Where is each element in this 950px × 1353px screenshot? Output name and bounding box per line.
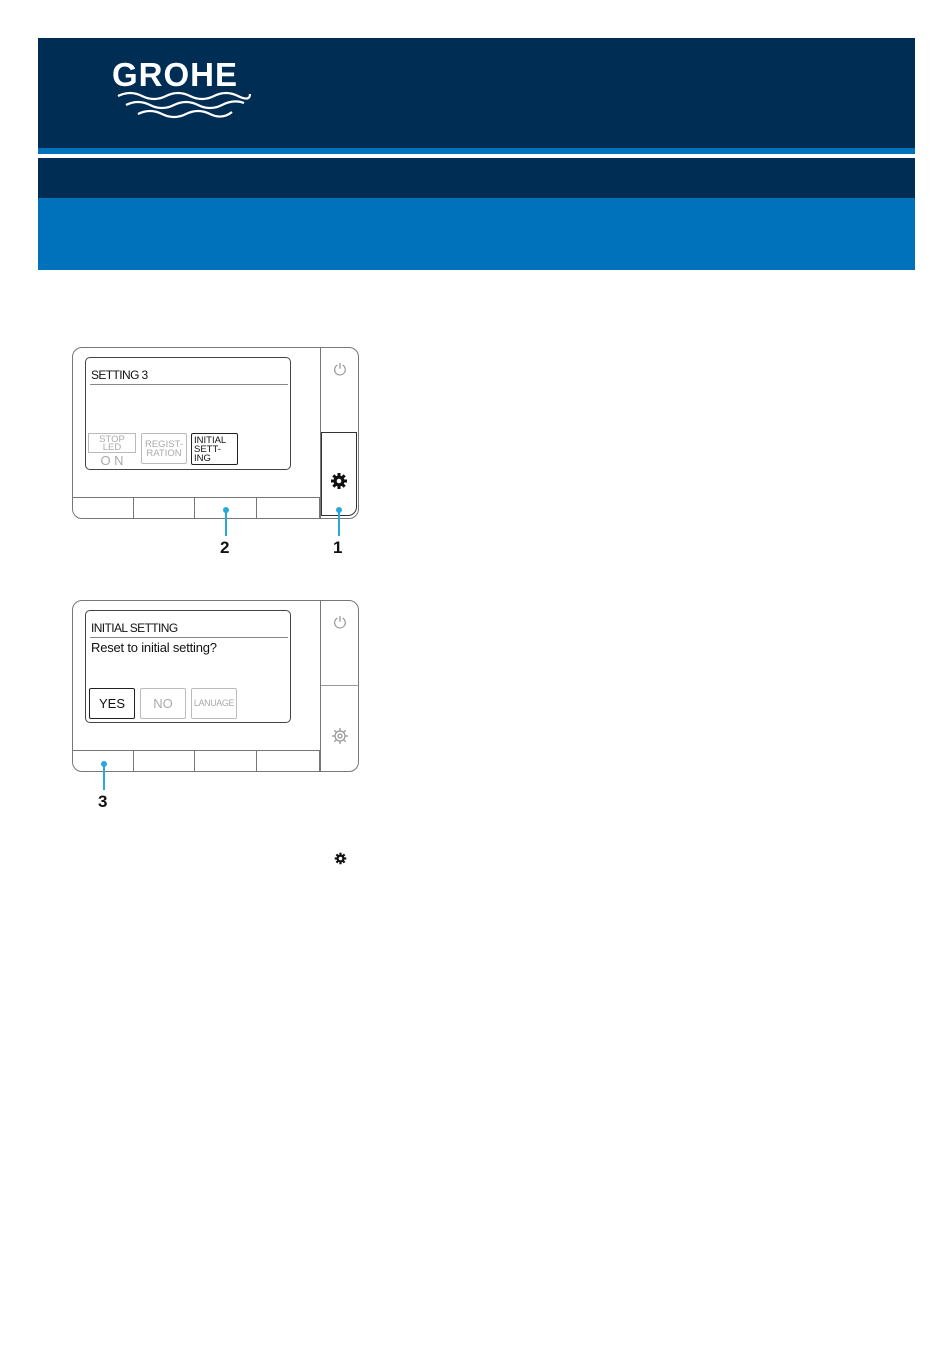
side-buttons: [320, 348, 359, 518]
soft-key-4[interactable]: [257, 498, 320, 518]
gear-icon[interactable]: [331, 727, 349, 750]
callout-line: [338, 510, 340, 536]
gear-icon[interactable]: [330, 472, 348, 495]
option-stop-led[interactable]: [88, 433, 136, 467]
callout-line: [103, 764, 105, 790]
option-line: LED: [102, 442, 122, 453]
option-no[interactable]: NO: [140, 688, 186, 719]
control-panel-figure-2: [72, 600, 359, 772]
soft-key-1[interactable]: [73, 498, 134, 518]
title-underline: [90, 637, 288, 638]
water-waves-icon: [112, 90, 252, 120]
option-line: INITIAL: [194, 435, 227, 446]
header-bar: [38, 158, 915, 198]
option-line: RATION: [146, 448, 182, 459]
gear-icon: [334, 852, 347, 870]
screen-title: INITIAL SETTING: [91, 621, 178, 635]
panel-body: [72, 347, 359, 519]
callout-number: 1: [333, 538, 343, 557]
screen-title: SETTING 3: [91, 368, 148, 382]
option-language[interactable]: LANUAGE: [191, 688, 237, 719]
brand-name: GROHE: [112, 56, 239, 93]
grohe-logo: [112, 56, 252, 122]
option-value: O N: [100, 453, 124, 468]
power-icon[interactable]: ⏻: [333, 362, 347, 379]
callout-line: [225, 510, 227, 536]
display-screen: [85, 357, 291, 470]
callout-number: 3: [98, 792, 108, 811]
soft-key-4[interactable]: [257, 751, 320, 771]
soft-key-3[interactable]: [195, 751, 257, 771]
soft-key-2[interactable]: [134, 751, 195, 771]
callout-number: 2: [220, 538, 230, 557]
title-underline: [90, 384, 288, 385]
option-line: ING: [194, 453, 211, 464]
option-yes[interactable]: YES: [89, 688, 135, 719]
option-initial-setting[interactable]: [191, 433, 238, 465]
option-line: REGIST-: [144, 439, 183, 450]
side-divider: [321, 685, 359, 686]
panel-body: [72, 600, 359, 772]
option-line: SETT-: [194, 444, 221, 455]
soft-keys: [73, 750, 320, 772]
display-screen: [85, 610, 291, 723]
soft-key-2[interactable]: [134, 498, 195, 518]
option-registration[interactable]: [141, 433, 187, 464]
control-panel-figure-1: [72, 347, 359, 519]
soft-keys: [73, 497, 320, 519]
side-buttons: [320, 601, 359, 771]
option-line: STOP: [99, 434, 125, 445]
screen-prompt: Reset to initial setting?: [91, 640, 217, 655]
header-title-bar: [38, 198, 915, 270]
power-icon[interactable]: ⏻: [333, 615, 347, 632]
